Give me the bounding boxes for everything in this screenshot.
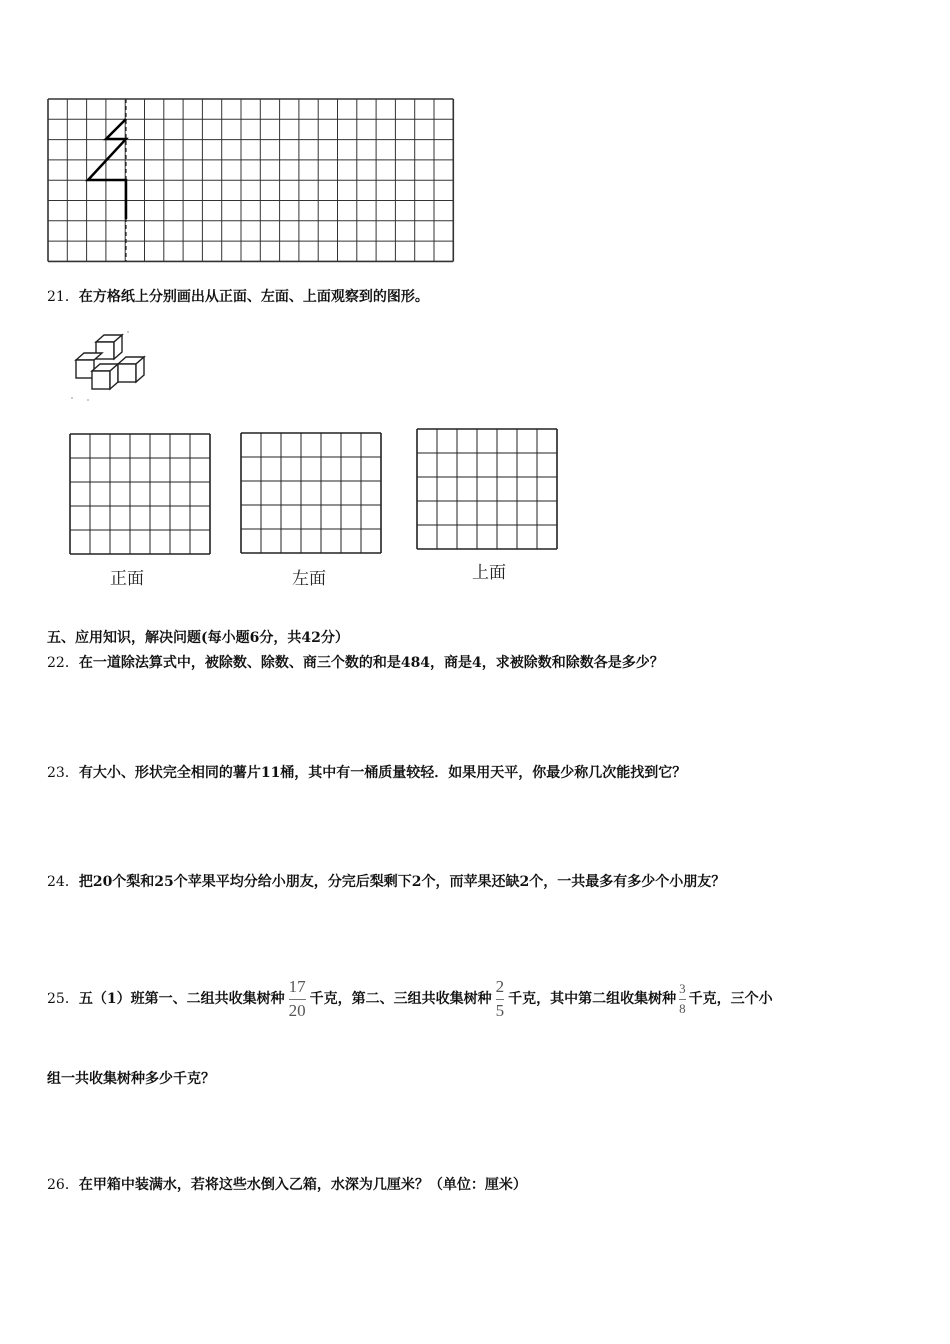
fraction-3-8 [679,982,686,1016]
question-text-part4: 千克，三个小 [688,991,773,1008]
question-number: 23． [47,765,79,781]
left-view-label: 左面 [292,569,326,589]
half-figure [88,119,126,219]
cube-stack-figure [68,330,158,405]
denominator: 5 [495,1000,505,1020]
numerator: 17 [288,977,306,996]
question-text-part2: 千克，第二、三组共收集树种 [309,991,492,1008]
question-text: 在甲箱中装满水，若将这些水倒入乙箱，水深为几厘米？（单位：厘米） [78,1177,527,1193]
question-text: 把20个梨和25个苹果平均分给小朋友，分完后梨剩下2个，而苹果还缺2个，一共最多有多少个小朋友？ [78,874,726,890]
question-25-line2: 组一共收集树种多少千克？ [47,1071,215,1087]
question-25 [47,978,773,1020]
question-text-part1: 五（1）班第一、二组共收集树种 [78,991,285,1008]
left-view-grid[interactable] [241,433,383,556]
numerator: 3 [679,981,686,997]
denominator: 20 [288,1000,306,1020]
question-number: 22． [47,655,79,671]
question-21 [47,286,429,306]
denominator: 8 [679,1000,686,1016]
question-number: 25． [47,991,79,1008]
question-text: 有大小、形状完全相同的薯片11桶，其中有一桶质量较轻．如果用天平，你最少称几次能找到它？ [78,765,687,781]
fraction-2-5 [496,978,505,1020]
top-view-grid[interactable] [417,429,559,552]
question-22 [47,652,664,672]
top-view-label: 上面 [472,563,506,583]
question-text: 在一道除法算式中，被除数、除数、商三个数的和是484，商是4，求被除数和除数各是多少？ [78,655,664,671]
question-number: 24． [47,874,79,890]
question-26 [47,1174,527,1194]
question-text: 在方格纸上分别画出从正面、左面、上面观察到的图形。 [78,289,429,305]
question-24 [47,871,725,891]
fraction-17-20 [289,978,306,1020]
question-text-part3: 千克，其中第二组收集树种 [508,991,677,1008]
section-5-heading: 五、应用知识，解决问题(每小题6分，共42分） [47,630,349,646]
front-view-grid[interactable] [70,434,212,557]
front-view-label: 正面 [110,569,144,589]
symmetry-grid-figure [48,99,454,263]
question-number: 21． [47,289,79,305]
question-number: 26． [47,1177,79,1193]
question-23 [47,762,686,782]
numerator: 2 [495,977,505,996]
